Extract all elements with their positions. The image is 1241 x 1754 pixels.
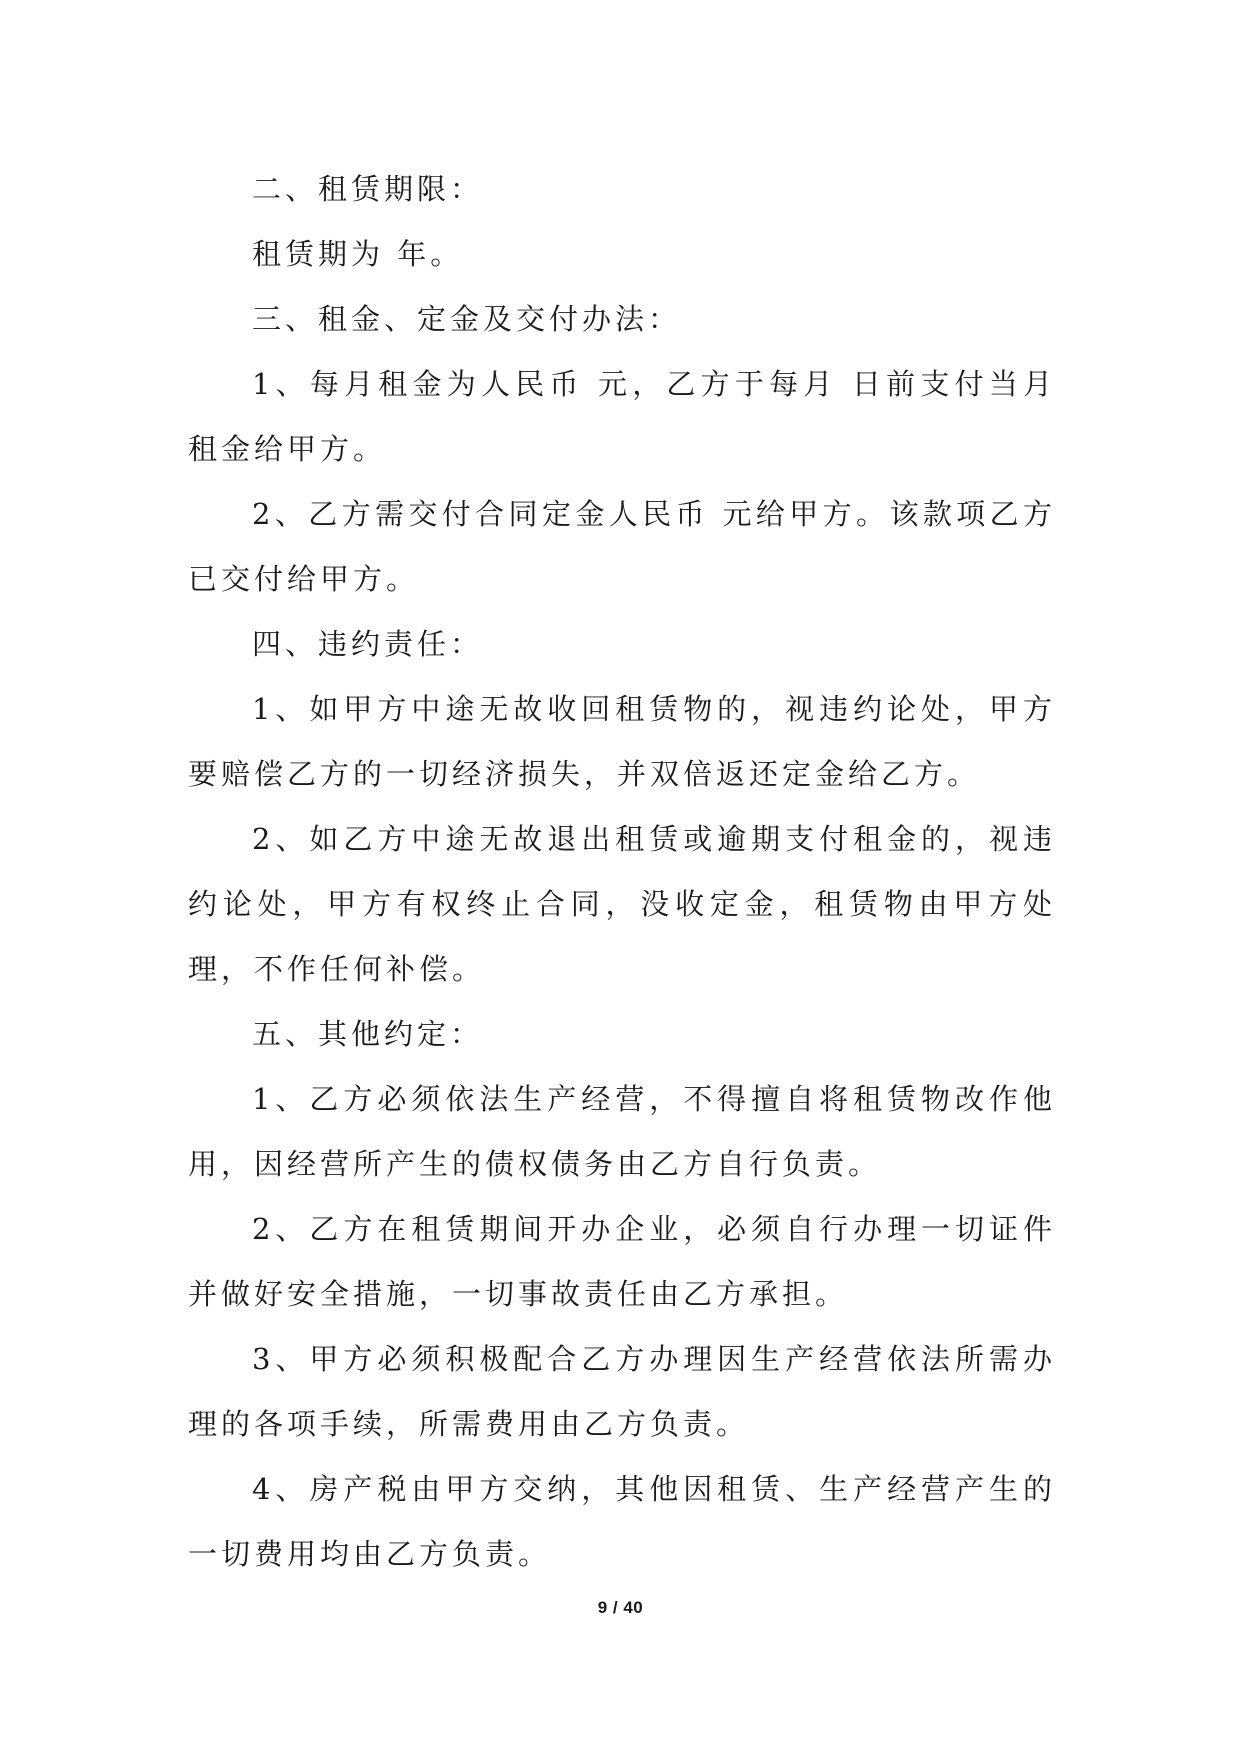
document-body [188,157,1056,1587]
paragraph-breach-party-a: 1、如甲方中途无故收回租赁物的，视违约论处，甲方要赔偿乙方的一切经济损失，并双倍返还定金给乙方。 [188,692,1056,791]
paragraph-lease-term: 租赁期为 年。 [252,237,464,271]
paragraph-deposit: 2、乙方需交付合同定金人民币 元给甲方。该款项乙方已交付给甲方。 [188,497,1056,596]
paragraph-other-term-2: 2、乙方在租赁期间开办企业，必须自行办理一切证件并做好安全措施，一切事故责任由乙方承担。 [188,1212,1056,1311]
section-heading-rent-deposit: 三、租金、定金及交付办法： [252,302,682,336]
paragraph-other-term-4: 4、房产税由甲方交纳，其他因租赁、生产经营产生的一切费用均由乙方负责。 [188,1472,1056,1571]
section-heading-lease-term: 二、租赁期限： [252,172,484,206]
section-heading-breach: 四、违约责任： [252,627,484,661]
section-heading-other-terms: 五、其他约定： [252,1017,484,1051]
paragraph-monthly-rent: 1、每月租金为人民币 元，乙方于每月 日前支付当月租金给甲方。 [188,367,1056,466]
paragraph-breach-party-b: 2、如乙方中途无故退出租赁或逾期支付租金的，视违约论处，甲方有权终止合同，没收定金，租赁物由甲方处理，不作任何补偿。 [188,822,1056,986]
paragraph-other-term-1: 1、乙方必须依法生产经营，不得擅自将租赁物改作他用，因经营所产生的债权债务由乙方自行负责。 [188,1082,1056,1181]
paragraph-other-term-3: 3、甲方必须积极配合乙方办理因生产经营依法所需办理的各项手续，所需费用由乙方负责。 [188,1342,1056,1441]
page-number: 9 / 40 [597,1598,644,1617]
